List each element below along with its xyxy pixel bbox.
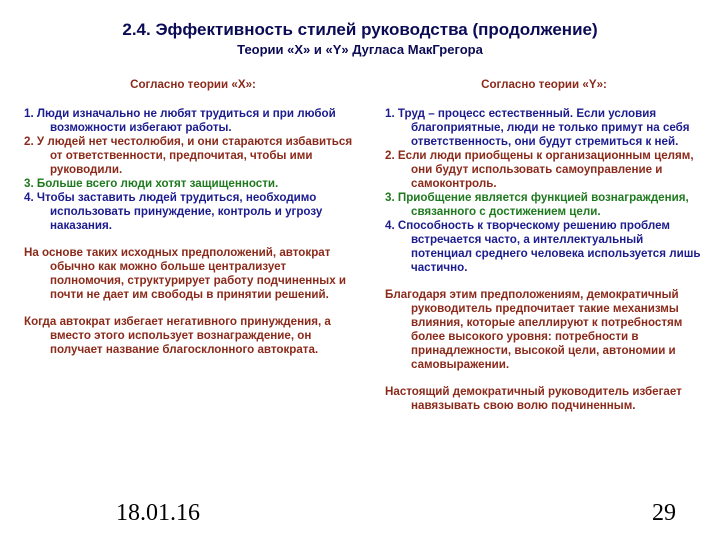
- theory-x-item-4: 4. Чтобы заставить людей трудиться, необходимо использовать принуждение, контроль и угрозу наказания.: [24, 191, 323, 232]
- theory-y-item-2: 2. Если люди приобщены к организационным целям, они будут использовать самоуправление и самоконтроль.: [385, 149, 694, 190]
- theory-y-item-3: 3. Приобщение является функцией вознаграждения, связанного с достижением цели.: [385, 191, 689, 218]
- theory-x-paragraph-1: На основе таких исходных предположений, автократ обычно как можно больше централизует полномочия, структурирует работу подчиненных и почти не дает им свободы в принятии решений.: [24, 246, 346, 301]
- theory-x-heading: Согласно теории «X»:: [130, 78, 256, 91]
- theory-x-item-3: 3. Больше всего люди хотят защищенности.: [24, 177, 279, 190]
- theory-y-paragraph-1: Благодаря этим предположениям, демократичный руководитель предпочитает такие механизмы влияния, которые апеллируют к потребностям более высокого уровня: потребности в принадлежности, высокой цели, автономии и самовыражении.: [385, 288, 683, 371]
- page-number: 29: [652, 500, 676, 526]
- theory-x-column: [24, 78, 362, 357]
- theory-y-item-1: 1. Труд – процесс естественный. Если условия благоприятные, люди не только примут на себя ответственность, они будут стремиться к ней.: [385, 107, 690, 148]
- theory-y-item-4: 4. Способность к творческому решению проблем встречается часто, а интеллектуальный потенциал среднего человека используется лишь частично.: [385, 219, 701, 274]
- theory-x-item-1: 1. Люди изначально не любят трудиться и при любой возможности избегают работы.: [24, 107, 336, 134]
- theory-x-paragraph-2: Когда автократ избегает негативного принуждения, а вместо этого использует вознаграждение, он получает название благосклонного автократа.: [24, 315, 331, 356]
- slide-subtitle: Теории «X» и «Y» Дугласа МакГрегора: [237, 42, 483, 57]
- slide-title: 2.4. Эффективность стилей руководства (продолжение): [122, 20, 598, 39]
- theory-x-item-2: 2. У людей нет честолюбия, и они стараются избавиться от ответственности, предпочитая, чтобы ими руководили.: [24, 135, 353, 176]
- footer-date: 18.01.16: [116, 500, 200, 526]
- theory-y-paragraph-2: Настоящий демократичный руководитель избегает навязывать свою волю подчиненным.: [385, 385, 682, 412]
- theory-y-heading: Согласно теории «Y»:: [481, 78, 607, 91]
- theory-y-column: [385, 78, 703, 413]
